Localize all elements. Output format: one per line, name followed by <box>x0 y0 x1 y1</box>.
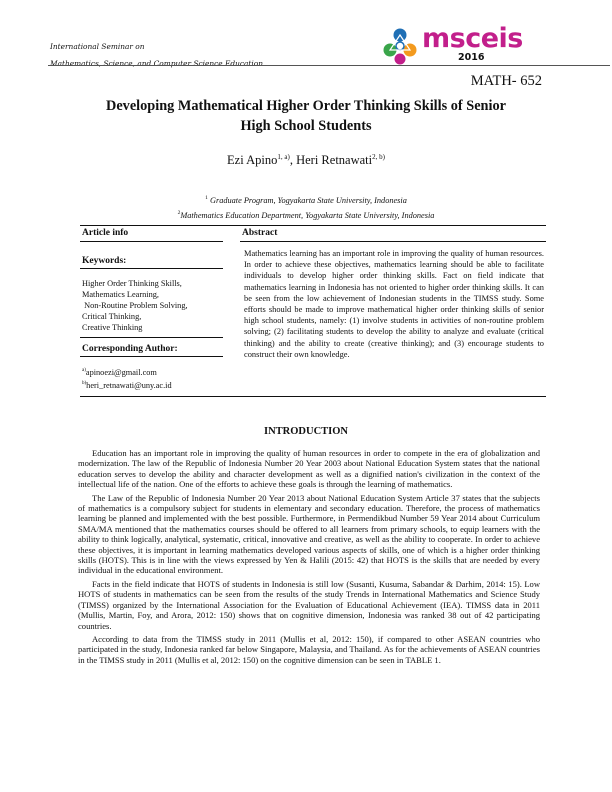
seminar-line-2: Mathematics, Science, and Computer Science Education <box>50 59 263 68</box>
author-name: Heri Retnawati <box>296 153 373 168</box>
keywords-heading: Keywords: <box>80 250 223 269</box>
author-list: Ezi Apino$^{1, a)}$, Heri Retnawati$^{2, b)}$ <box>227 153 385 168</box>
seminar-name <box>50 38 263 72</box>
keywords-list <box>80 269 223 338</box>
conference-logo <box>380 22 530 66</box>
introduction-body <box>78 448 540 668</box>
email-item <box>82 378 223 391</box>
affiliation-item <box>0 192 612 207</box>
logo-wordmark: msceis <box>422 23 523 54</box>
email-mark: b) <box>82 380 87 386</box>
paper-code: MATH- 652 <box>470 73 542 89</box>
keyword-item: Non-Routine Problem Solving, <box>82 301 188 310</box>
info-box-bottom-rule <box>80 396 546 397</box>
email-address: heri_retnawati@uny.ac.id <box>86 380 172 390</box>
abstract-panel <box>240 225 546 360</box>
article-info-heading: Article info <box>80 225 223 242</box>
affiliation-item <box>0 207 612 222</box>
section-heading: INTRODUCTION <box>263 426 348 437</box>
header-divider <box>48 65 610 66</box>
email-item <box>82 365 223 378</box>
affiliations <box>0 192 612 222</box>
article-info-panel <box>80 225 223 391</box>
logo-year: 2016 <box>458 52 485 63</box>
title-line-1: Developing Mathematical Higher Order Thinking Skills of Senior <box>106 98 506 114</box>
affiliation-text: Graduate Program, Yogyakarta State University, Indonesia <box>209 195 407 205</box>
keyword-item: Creative Thinking <box>82 323 143 332</box>
paragraph: The Law of the Republic of Indonesia Number 20 Year 2013 about National Education System Article 37 states that the subjects of mathematics is a compulsory subject for students in elementary and secondary education. Therefore, the process of mathematics learning be planned and implemented with the best possible. Furthermore, in Permendikbud Number 59 Year 2014 about Curriculum SMA/MA mentioned that the mathematics courses should be offered to all learners from primary schools, to equip learners with the ability to think logically, analytical, systematic, critical, innovative and creative, as well as the ability to cooperate. In order to achieve these objectives, it is important in learning mathematics developed various aspects of skills, one of which is a higher order thinking skills (HOTS). This is in line with the views expressed by Yen & Halili (2015: 42) that HOTS is the skills that are needed by every individual in the educational environment. <box>78 492 540 576</box>
keyword-item: Higher Order Thinking Skills, <box>82 279 182 288</box>
author-mark: 2, b) <box>372 153 385 161</box>
batik-emblem-icon <box>380 26 420 66</box>
corresponding-author-heading: Corresponding Author: <box>80 338 223 357</box>
paragraph: Facts in the field indicate that HOTS of students in Indonesia is still low (Susanti, Kusuma, Sabandar & Darhim, 2014: 15). Low HOTS of students in mathematics can be seen from the results of the study Trends in International Mathematics and Science Study (TIMSS) organized by the International Association for the Evaluation of Educational Achievement (IEA). TIMSS data in 2011 (Mullis, Martin, Foy, and Arora, 2012: 150) shows that on cognitive dimension, Indonesia was ranked 38 out of 42 participating countries. <box>78 578 540 631</box>
author-emails <box>80 357 223 391</box>
keyword-item: Mathematics Learning, <box>82 290 159 299</box>
seminar-line-1: International Seminar on <box>50 42 145 51</box>
email-address: apinoezi@gmail.com <box>85 367 157 377</box>
affiliation-mark: 2 <box>177 209 181 216</box>
title-line-2: High School Students <box>240 118 372 134</box>
author-mark: 1, a) <box>277 153 290 161</box>
affiliation-mark: 1 <box>205 195 208 201</box>
keyword-item: Critical Thinking, <box>82 312 142 321</box>
affiliation-text: Mathematics Education Department, Yogyakarta State University, Indonesia <box>180 210 435 220</box>
paragraph: Education has an important role in improving the quality of human resources in order to compete in the era of globalization and modernization. The law of the Republic of Indonesia Number 20 Year 2003 about National Education System states that the national education serves to develop the ability and character development as well as a dignified nation's civilization in the context of the intellectual life of the nation. One of the efforts to achieve these goals is through the learning of mathematics. <box>78 448 540 490</box>
paragraph: According to data from the TIMSS study in 2011 (Mullis et al, 2012: 150), if compared to other ASEAN countries who participated in the study, Indonesia ranked far below Singapore, Malaysia, and Thailand. As for the achievements of ASEAN countries in the TIMSS study in 2011 (Mullis et al, 2012: 150) on the cognitive dimension can be seen in TABLE 1. <box>78 633 540 665</box>
abstract-text: Mathematics learning has an important role in improving the quality of human resources. In order to achieve these objectives, mathematics learning should be able to facilitate individuals to develop higher order thinking skills. Fact on field indicate that mathematics learning in Indonesia has not oriented to higher order thinking skills. It can be seen from the low achievement of Indonesian students in the TIMSS study. Some efforts should be made to improve mathematical higher order thinking skills of senior high school students, namely: (1) involve students in activities of non-routine problem solving; (2) facilitating students to develop the ability to analyze and evaluate (critical thinking) and the ability to create (creative thinking); and (3) encourage students to construct their own knowledge. <box>244 249 544 359</box>
abstract-heading: Abstract <box>240 225 546 242</box>
author-name: Ezi Apino <box>227 153 278 168</box>
email-mark: a) <box>82 368 86 373</box>
paper-title <box>60 96 552 136</box>
